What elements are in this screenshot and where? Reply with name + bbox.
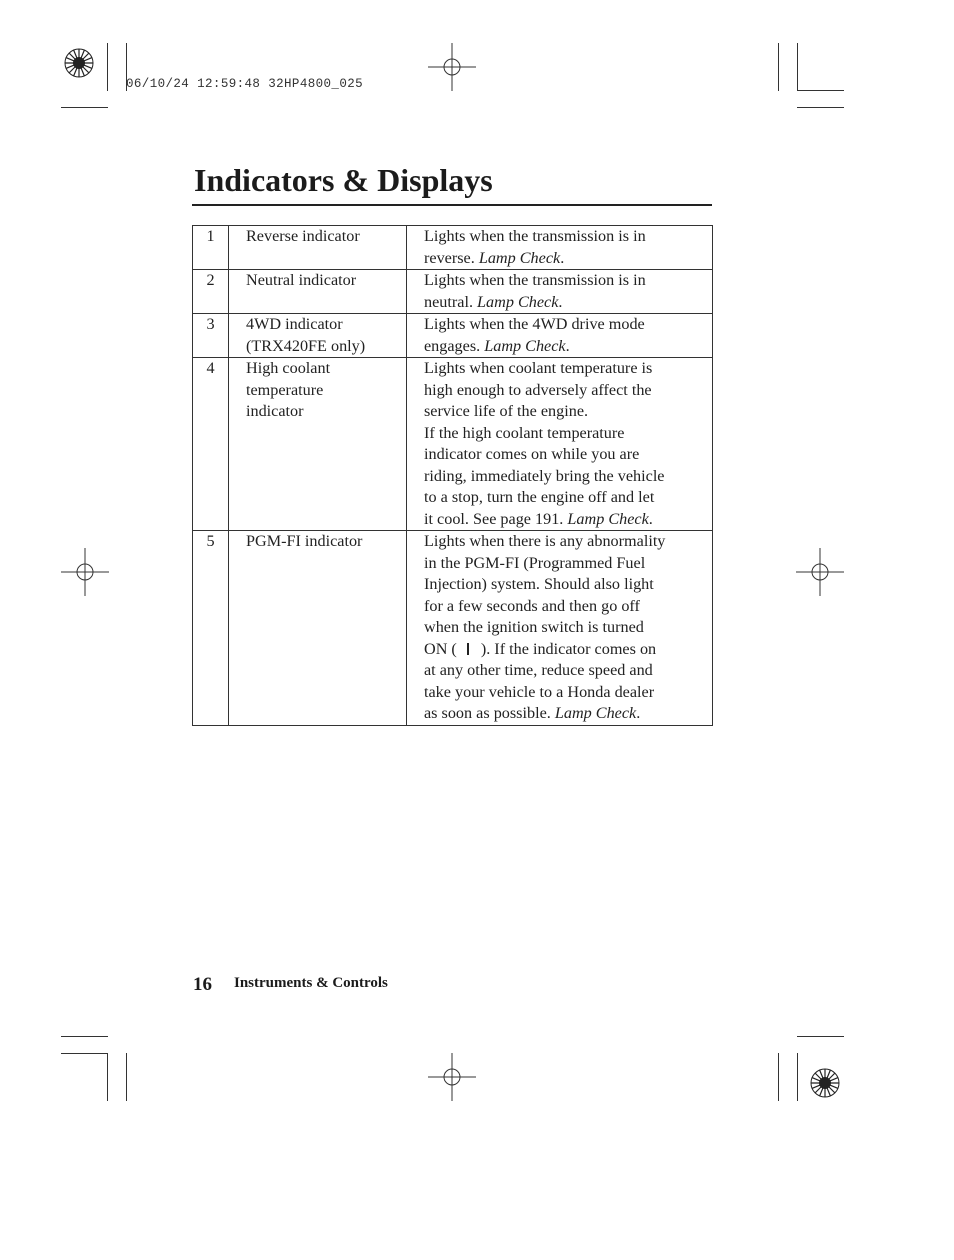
indicator-number: 5 [193,531,229,726]
indicator-number: 4 [193,358,229,531]
crop-mark [61,1036,108,1037]
crop-mark [126,1053,127,1101]
ignition-on-symbol-icon [467,643,469,655]
lamp-check-note: Lamp Check [554,704,637,722]
registration-mark-bottom-right-icon [807,1065,843,1101]
crop-mark [778,1053,779,1101]
crosshair-right-icon [796,548,844,596]
page-title: Indicators & Displays [194,162,493,198]
crosshair-bottom-icon [428,1053,476,1101]
crop-mark [797,1053,798,1101]
indicator-name: High coolant temperature indicator [229,358,407,531]
crosshair-left-icon [61,548,109,596]
table-row [193,531,713,726]
crop-mark [778,43,779,91]
crop-mark [797,43,798,91]
indicator-description: Lights when there is any abnormality in the PGM-FI (Programmed Fuel Injection) system. Should also light for a few seconds and then go off when the ignition switch is turned ON ( ). If the indicator comes on at any other time, reduce speed and take your vehicle to a Honda dealer as soon as possible. Lamp Check. [407,531,713,726]
lamp-check-note: Lamp Check [567,509,649,528]
registration-mark-top-left-icon [61,45,97,81]
indicator-description: Lights when coolant temperature is high enough to adversely affect the service life of the engine. If the high coolant temperature indicator comes on while you are riding, immediately bring the vehicle to a stop, turn the engine off and let it cool. See page 191. Lamp Check. [407,358,713,531]
indicator-description: Lights when the transmission is in neutral. Lamp Check. [407,270,713,314]
title-rule [192,204,712,206]
lamp-check-note: Lamp Check [477,292,559,311]
indicator-name: Reverse indicator [229,226,407,270]
crop-mark [107,1053,108,1101]
table-row [193,358,713,531]
crop-mark [797,107,844,108]
crosshair-top-icon [428,43,476,91]
table-row [193,270,713,314]
indicator-description: Lights when the transmission is in reverse. Lamp Check. [407,226,713,270]
table-row [193,314,713,358]
indicator-description: Lights when the 4WD drive mode engages. Lamp Check. [407,314,713,358]
indicator-number: 2 [193,270,229,314]
crop-mark [797,1036,844,1037]
indicator-name: PGM-FI indicator [229,531,407,726]
indicator-number: 1 [193,226,229,270]
indicator-name: 4WD indicator (TRX420FE only) [229,314,407,358]
page-number: 16 [193,974,212,995]
crop-mark [61,107,108,108]
crop-mark [107,43,108,91]
lamp-check-note: Lamp Check [484,336,566,355]
crop-mark [61,1053,108,1054]
section-name: Instruments & Controls [234,975,388,991]
lamp-check-note: Lamp Check [478,248,561,267]
print-stamp: 06/10/24 12:59:48 32HP4800_025 [126,77,364,91]
indicator-number: 3 [193,314,229,358]
indicator-name: Neutral indicator [229,270,407,314]
indicators-table [192,225,713,726]
table-row [193,226,713,270]
crop-mark [797,90,844,91]
